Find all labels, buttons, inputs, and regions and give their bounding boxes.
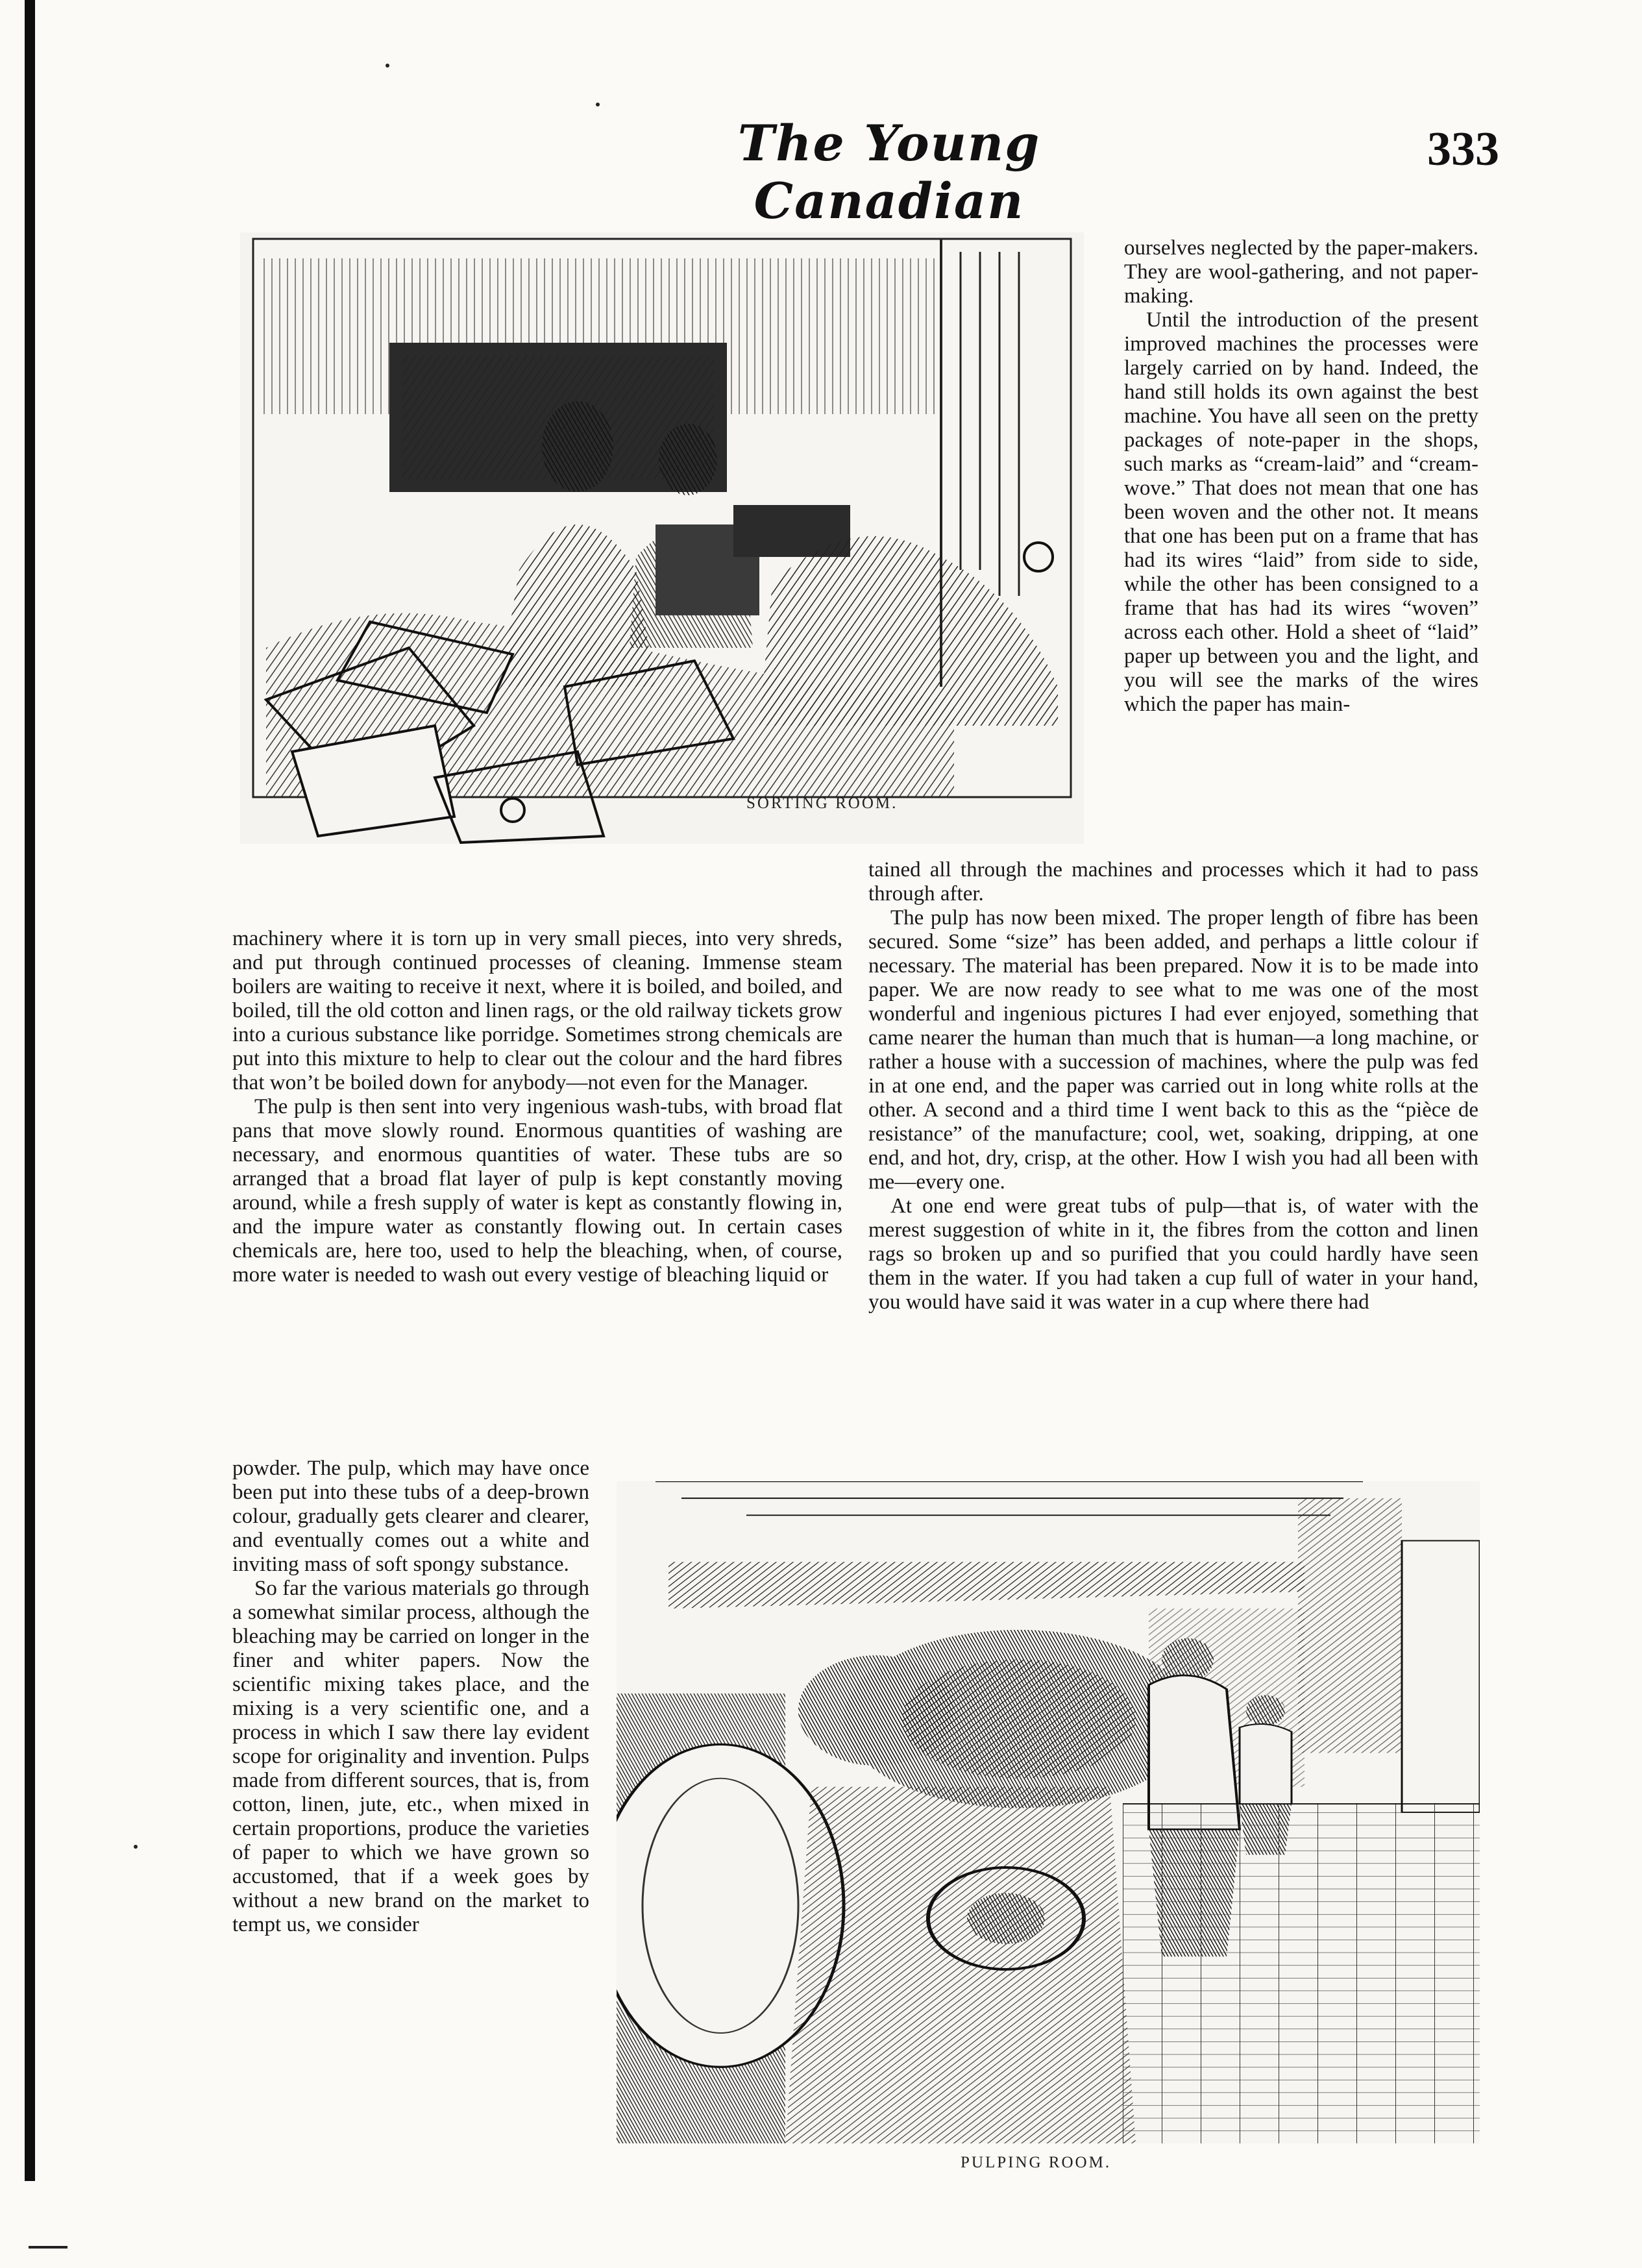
- paragraph: machinery where it is torn up in very small pieces, into very shreds, and put through continued processes of cleaning. Immense steam boilers are waiting to receive it next, where it is boiled, and boiled, and boiled, till the old cotton and linen rags, or the old railway tickets grow into a curious substance like porridge. Sometimes strong chemicals are put into this mixture to help to clear out the colour and the hard fibres that won’t be boiled down for anybody—not even for the Manager.: [232, 927, 842, 1094]
- sorting-room-illustration: [240, 232, 1084, 844]
- right-column-upper-text: [1124, 236, 1478, 717]
- scan-speck: [134, 1845, 138, 1849]
- paragraph: The pulp has now been mixed. The proper length of fibre has been secured. Some “size” has been added, and perhaps a little colour if necessary. The material has been prepared. Now it is to be made into paper. We are now ready to see what to me was one of the most wonderful and ingenious pictures I had ever enjoyed, something that came nearer the human than much that is human—a long machine, or rather a house with a succession of machines, where the pulp was fed in at one end, and the paper was carried out in long white rolls at the other. A second and a third time I went back to this as the “pièce de resistance” of the manufacture; cool, wet, soaking, dripping, at one end, and hot, dry, crisp, at the other. How I wish you had all been with me—every one.: [868, 906, 1478, 1194]
- paragraph: The pulp is then sent into very ingenious wash-tubs, with broad flat pans that move slowly round. Enormous quantities of washing are necessary, and enormous quantities of water. These tubs are so arranged that a broad flat layer of pulp is kept constantly moving around, while a fresh supply of water is kept as constantly flowing in, and the impure water as constantly flowing out. In certain cases chemicals are, here too, used to help the bleaching, when, of course, more water is needed to wash out every vestige of bleaching liquid or: [232, 1095, 842, 1287]
- scan-speck: [596, 103, 600, 106]
- left-column-main-text: [232, 927, 842, 1287]
- paragraph: Until the introduction of the present improved machines the processes were largely carried on by hand. Indeed, the hand still holds its own against the best machine. You have all seen on the pretty packages of note-paper in the shops, such marks as “cream-laid” and “cream-wove.” That does not mean that one has been woven and the other not. It means that one has been put on a frame that has had its wires “laid” from side to side, while the other has been consigned to a frame that has had its wires “woven” across each other. Hold a sheet of “laid” paper up between you and the light, and you will see the marks of the wires which the paper has main-: [1124, 308, 1478, 716]
- paragraph: tained all through the machines and processes which it had to pass through after.: [868, 858, 1478, 906]
- page-header-title: The Young Canadian: [737, 114, 1041, 230]
- paragraph: ourselves neglected by the paper-makers. They are wool-gathering, and not paper-making.: [1124, 236, 1478, 308]
- scan-speck: [386, 64, 389, 68]
- page-number: 333: [1427, 123, 1499, 176]
- left-column-narrow-text: [232, 1457, 589, 1937]
- paragraph: powder. The pulp, which may have once been put into these tubs of a deep-brown colour, gradually gets clearer and clearer, and eventually comes out a white and inviting mass of soft spongy substance.: [232, 1457, 589, 1576]
- sorting-room-caption: SORTING ROOM.: [746, 795, 898, 812]
- paragraph: At one end were great tubs of pulp—that is, of water with the merest suggestion of white in it, the fibres from the cotton and linen rags so broken up and so purified that you could hardly have seen them in the water. If you had taken a cup full of water in your hand, you would have said it was water in a cup where there had: [868, 1194, 1478, 1314]
- pulping-room-illustration: [617, 1481, 1480, 2143]
- scan-edge-bar: [25, 0, 35, 2181]
- scan-edge-mark: [29, 2246, 67, 2249]
- paragraph: So far the various materials go through a somewhat similar process, although the bleaching may be carried on longer in the finer and whiter papers. Now the scientific mixing takes place, and the mixing is a very scientific one, and a process in which I saw there lay evident scope for originality and invention. Pulps made from different sources, that is, from cotton, linen, jute, etc., when mixed in certain proportions, produce the varieties of paper to which we have grown so accustomed, that if a week goes by without a new brand on the market to tempt us, we consider: [232, 1577, 589, 1936]
- right-column-main-text: [868, 858, 1478, 1314]
- pulping-room-caption: PULPING ROOM.: [961, 2154, 1112, 2171]
